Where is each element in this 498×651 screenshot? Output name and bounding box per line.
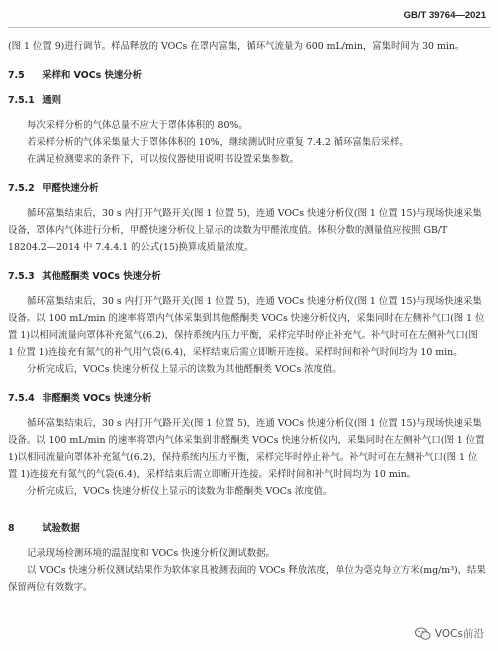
paragraph: 在满足检测要求的条件下，可以按仪器使用说明书设置采集参数。: [27, 154, 299, 165]
section-title: 试验数据: [42, 523, 80, 534]
paragraph: 循环富集结束后，30 s 内打开气路开关(图 1 位置 5)，连通 VOCs 快速分析仪(图 1 位置 15)与现场快速采集设备，罩体内气体进行分析，甲醛快速分析仪上显示的读数为甲醛浓度值。体积分数的测量值应按照 GB/T 18204.2—2014 中 7.4.4.1 的公式(15)换算成质量浓度。: [8, 208, 482, 253]
paragraph: 每次采样分析的气体总量不应大于罩体体积的 80%。: [27, 120, 248, 131]
section-title: 其他醛酮类 VOCs 快速分析: [42, 271, 161, 282]
section-number: 7.5.3: [8, 271, 35, 282]
document-body: [8, 38, 486, 596]
section-title: 甲醛快速分析: [42, 183, 99, 194]
section-number: 7.5.1: [8, 95, 35, 106]
section-7-5-2-heading: [8, 180, 486, 197]
paragraph: 若采样分析的气体采集量大于罩体体积的 10%，继续测试时应重复 7.4.2 循环富集后采样。: [27, 137, 409, 148]
intro-paragraph: (图 1 位置 9)进行调节。样品释放的 VOCs 在罩内富集，循环气流量为 600 mL/min，富集时间为 30 min。: [8, 41, 465, 52]
section-7-5-heading: [8, 67, 486, 84]
section-number: 7.5.2: [8, 183, 35, 194]
paragraph: 分析完成后，VOCs 快速分析仪上显示的读数为非醛酮类 VOCs 浓度值。: [27, 486, 333, 497]
paragraph: 分析完成后，VOCs 快速分析仪上显示的读数为其他醛酮类 VOCs 浓度值。: [27, 364, 342, 375]
section-7-5-3-heading: [8, 268, 486, 285]
header-rule: [8, 27, 490, 28]
section-7-5-4-heading: [8, 390, 486, 407]
section-number: 8: [8, 523, 15, 534]
paragraph: 循环富集结束后，30 s 内打开气路开关(图 1 位置 5)，连通 VOCs 快速分析仪(图 1 位置 15)与现场快速采集设备。以 100 mL/min 的速率将罩内气体采集到其他醛酮类 VOCs 快速分析仪内，采集同时在左侧补气口(图 1 位置 1)以相同流量向罩体补充氮气(6.2)，保持系统内压力平衡，采样完毕时停止补充气。补气时可在左侧补气口(图 1 位置 1)连接充有氮气的补气用气袋(6.4)，采样结束后需立即断开连接。采样时间和补气时间均为 10 min。: [8, 296, 485, 358]
section-8-heading: [8, 520, 486, 537]
standard-code: GB/T 39764—2021: [403, 10, 486, 21]
section-title: 非醛酮类 VOCs 快速分析: [42, 393, 152, 404]
watermark: [415, 626, 484, 641]
wechat-icon: [415, 627, 431, 641]
section-number: 7.5: [8, 70, 25, 81]
section-number: 7.5.4: [8, 393, 35, 404]
paragraph: 记录现场检测环境的温湿度和 VOCs 快速分析仪测试数据。: [27, 548, 275, 559]
section-title: 采样和 VOCs 快速分析: [42, 70, 142, 81]
paragraph: 以 VOCs 快速分析仪测试结果作为软体家具被测表面的 VOCs 释放浓度，单位为毫克每立方米(mg/m³)，结果保留两位有效数字。: [8, 565, 486, 593]
section-title: 通则: [42, 95, 62, 106]
section-7-5-1-heading: [8, 92, 486, 109]
watermark-text: VOCs前沿: [434, 628, 484, 640]
paragraph: 循环富集结束后，30 s 内打开气路开关(图 1 位置 5)，连通 VOCs 快速分析仪(图 1 位置 15)与现场快速采集设备。以 100 mL/min 的速率将罩内气体采集到非醛酮类 VOCs 快速分析仪内，采集同时在左侧补气口(图 1 位置 1)以相同流量向罩体补充氮气(6.2)，保持系统内压力平衡，采样完毕时停止补气。补气时可在左侧补气口(图 1 位置 1)连接充有氮气的气袋(6.4)，采样结束后需立即断开连接。采样时间和补气时间均为 10 min。: [8, 418, 485, 480]
